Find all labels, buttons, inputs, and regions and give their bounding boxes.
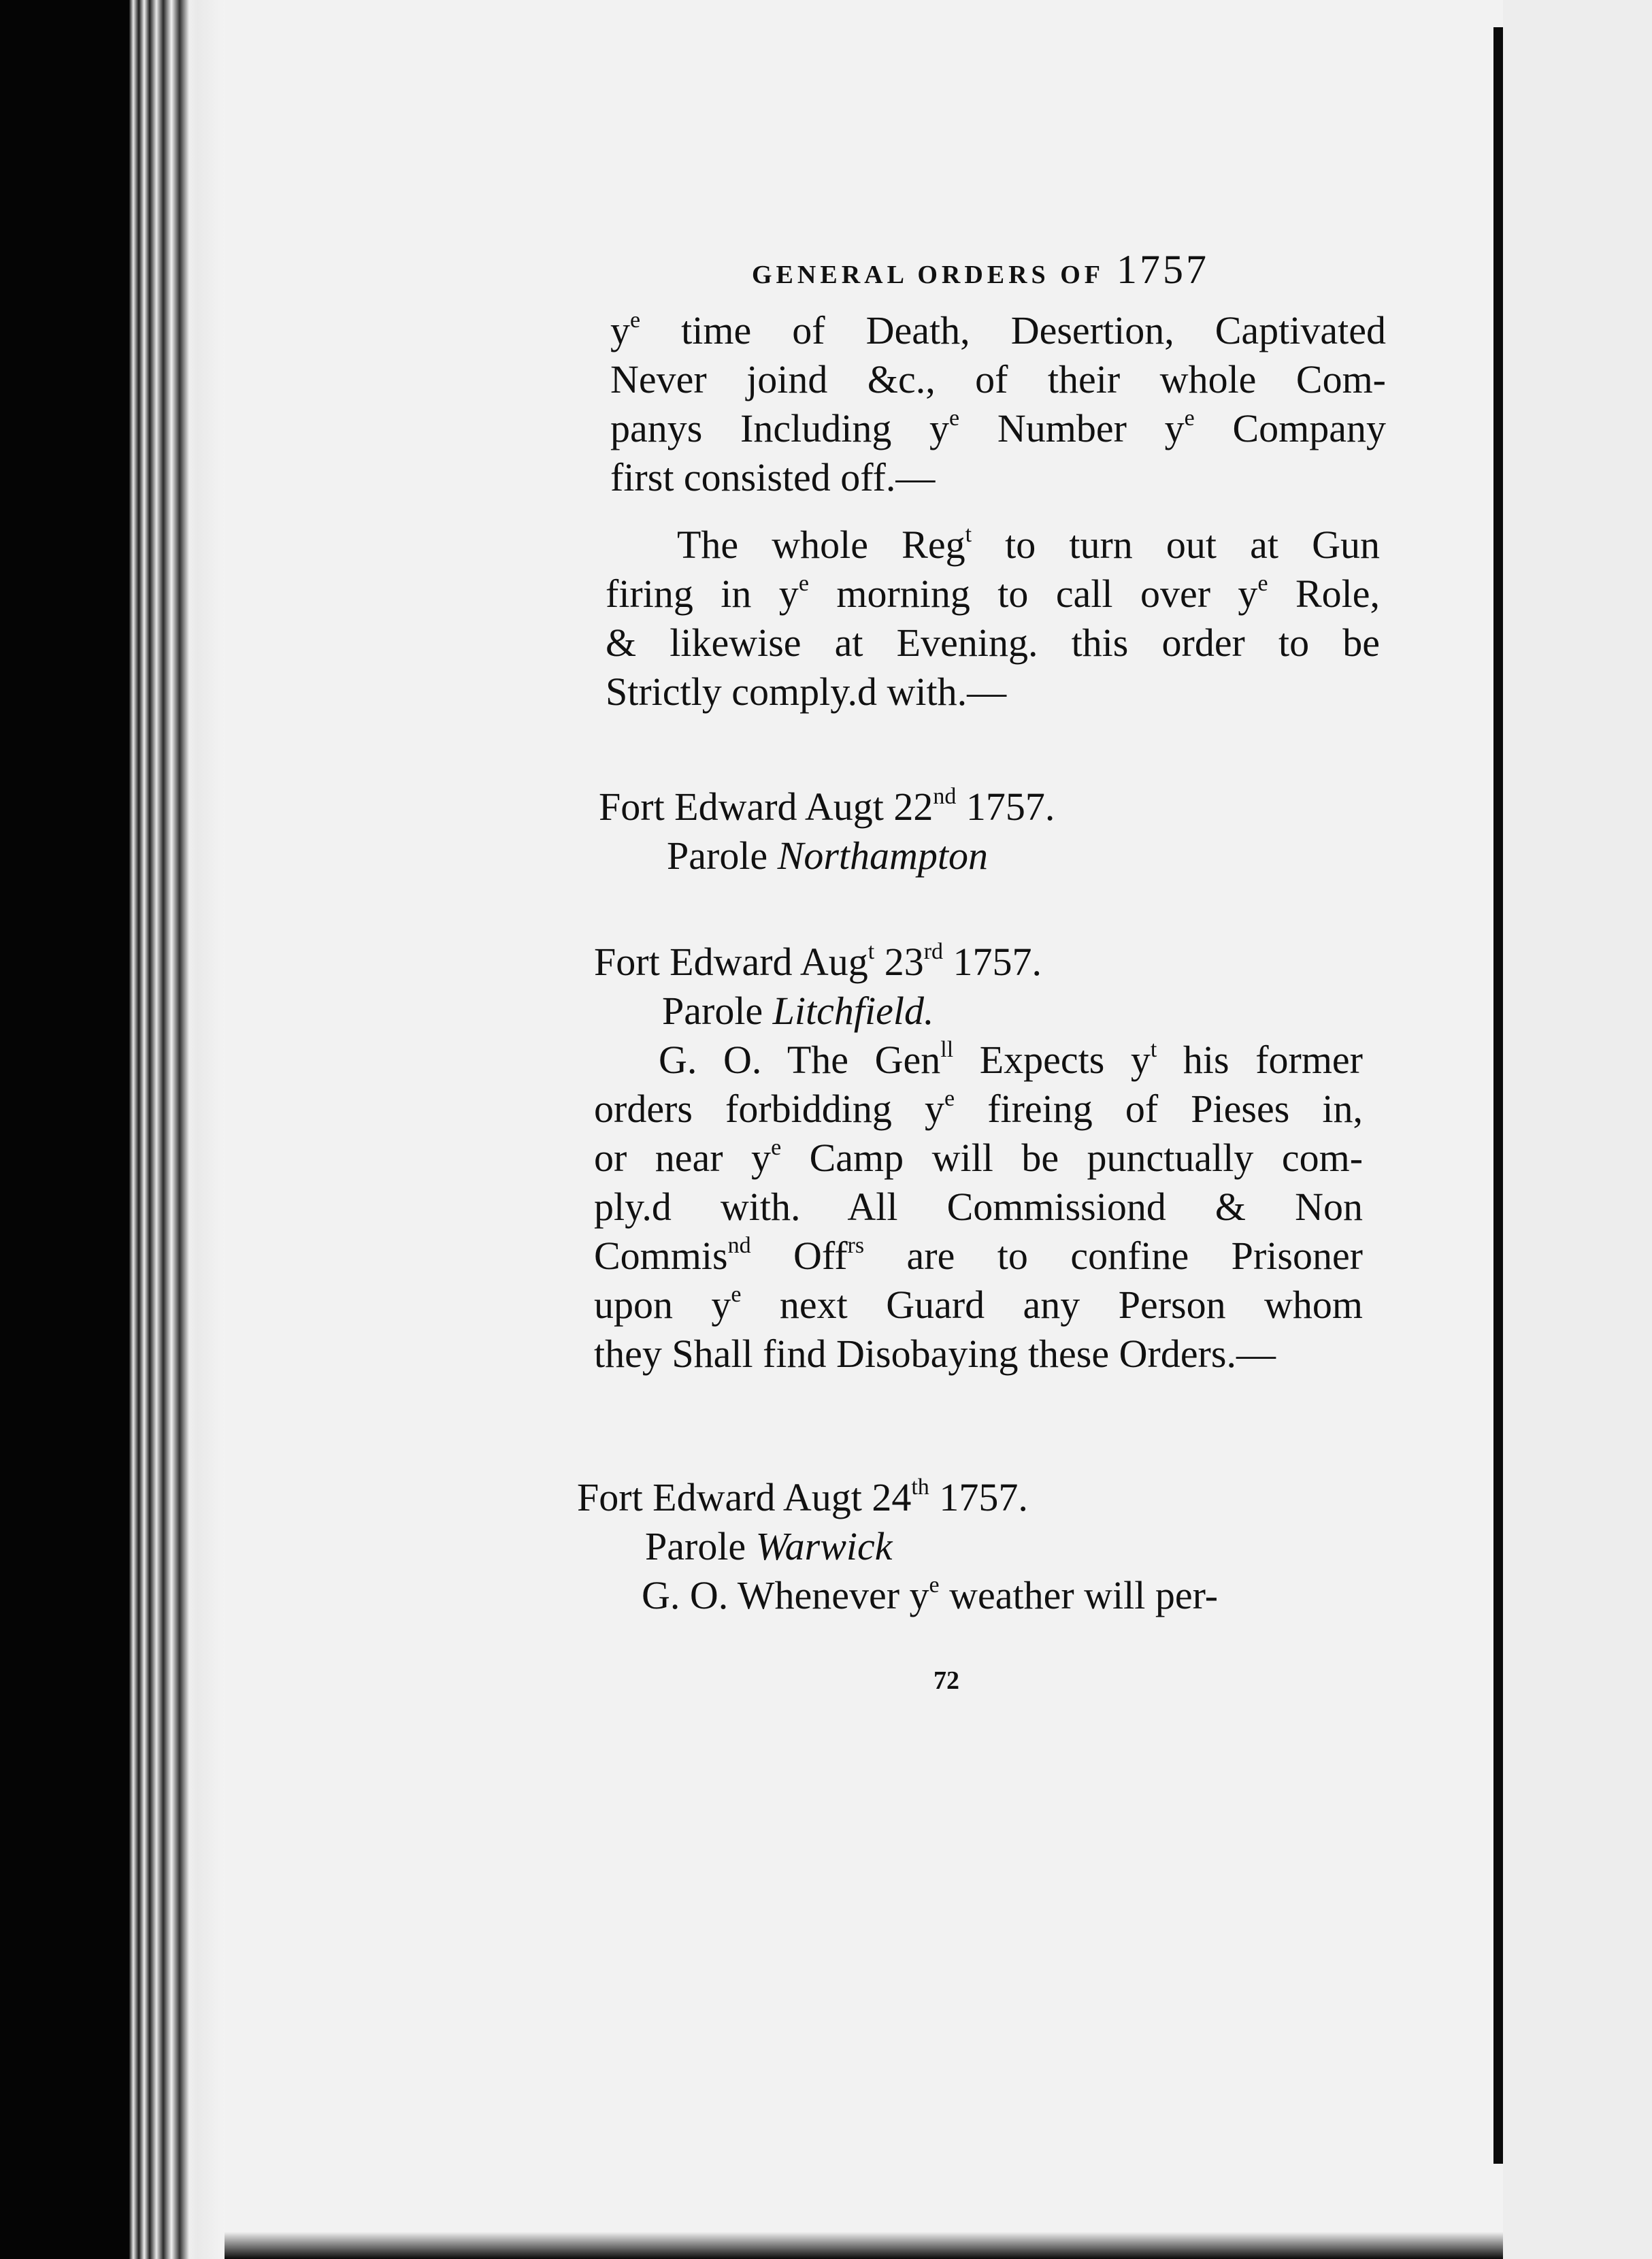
text-line: Commis$^{nd}$ Off$^{rs}$ are to confine Prisoner xyxy=(594,1232,1364,1278)
paragraph-2 xyxy=(606,521,1380,716)
date-line: Fort Edward Augt 22nd 1757. xyxy=(599,783,1055,829)
text-line: The whole Reg$^t$ to turn out at Gun xyxy=(677,521,1381,567)
parole-line: Parole Warwick xyxy=(645,1524,893,1568)
parole-word: Northampton xyxy=(777,834,989,878)
entry-aug-24 xyxy=(577,1473,1359,1620)
text-line: they Shall find Disobaying these Orders.— xyxy=(594,1332,1276,1376)
text-line: upon $y^e$ next Guard any Person whom xyxy=(594,1281,1364,1327)
spine-marks xyxy=(82,612,122,1021)
text-line: or near $y^e$ Camp will be punctually com- xyxy=(594,1134,1364,1180)
header-title: GENERAL ORDERS OF xyxy=(752,261,1104,289)
text-line: ply.d with. All Commissiond & Non xyxy=(594,1185,1363,1229)
text-line: G. O. The Gen$^{ll}$ Expects $y^t$ his former xyxy=(659,1036,1363,1082)
parole-word: Litchfield. xyxy=(772,989,934,1033)
text-line: panys Including $y^e$ Number $y^e$ Company xyxy=(610,405,1386,450)
paragraph-1 xyxy=(610,306,1386,502)
parole-line: Parole Litchfield. xyxy=(662,989,934,1033)
page-gutter-rule xyxy=(1493,27,1503,2164)
page-bottom-shadow xyxy=(225,2232,1517,2259)
text-line: first consisted off.— xyxy=(610,455,936,499)
text-line: Never joind &c., of their whole Com- xyxy=(610,357,1386,401)
date-line: Fort Edward Aug$^t$ 23rd 1757. xyxy=(594,938,1042,984)
text-line: G. O. Whenever $y^e$ weather will per- xyxy=(642,1572,1219,1617)
header-year: 1757 xyxy=(1116,247,1209,292)
page-number: 72 xyxy=(934,1666,959,1695)
date-line: Fort Edward Augt 24th 1757. xyxy=(577,1474,1028,1519)
parole-line: Parole Northampton xyxy=(667,834,989,878)
entry-aug-23 xyxy=(594,938,1363,1379)
parole-word: Warwick xyxy=(755,1524,893,1568)
running-header xyxy=(752,246,1209,293)
text-line: $y^e$ time of Death, Desertion, Captivated xyxy=(610,307,1386,352)
entry-aug-22 xyxy=(599,782,1381,880)
text-line: & likewise at Evening. this order to be xyxy=(606,621,1380,665)
text-line: orders forbidding $y^e$ fireing of Pieses in, xyxy=(594,1085,1363,1131)
page-edge-stack xyxy=(129,0,225,2259)
text-line: Strictly comply.d with.— xyxy=(606,670,1007,714)
text-line: firing in $y^e$ morning to call over $y^e$ Role, xyxy=(606,570,1380,616)
facing-page-edge xyxy=(1503,0,1652,2259)
